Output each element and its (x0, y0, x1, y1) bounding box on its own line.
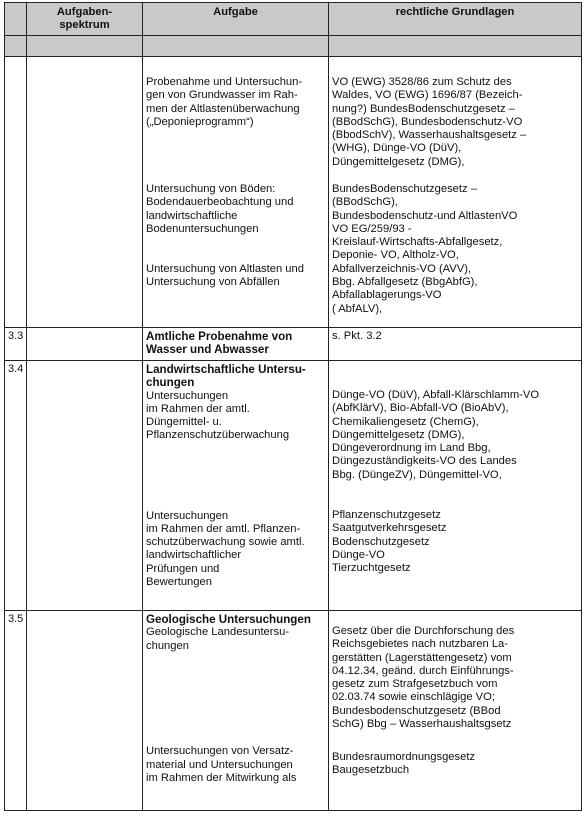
header-num (5, 3, 27, 36)
row-task: Probenahme und Untersuchun- gen von Grundwasser im Rah- men der Altlastenüberwachung („Deponieprogramm“) Untersuchung von Böden: Bodendauerbeobachtung und landwirtschaftliche Bodenuntersuchungen Untersuchung von Altlasten und Untersuchung von Abfällen (143, 57, 329, 328)
row-law: Gesetz über die Durchforschung des Reichsgebietes nach nutzbaren La- gerstätten (Lagerstättengesetz) vom 04.12.34, geänd. durch Einführungs- gesetz zum Strafgesetzbuch vom 02.03.74 sowie einschlägige VO; Bundesbodenschutzgesetz (BBod SchG) Bbg – Wasserhaushaltsgsetz Bundesraumordnungsgesetz Baugesetzbuch (329, 611, 582, 811)
row-law: Dünge-VO (DüV), Abfall-Klärschlamm-VO (AbfKlärV), Bio-Abfall-VO (BioAbV), Chemikaliengesetz (ChemG), Düngemittelgesetz (DMG), Düngeverordnung im Land Bbg, Düngezuständigkeits-VO des Landes Bbg. (DüngeZV), Düngemittel-VO, Pflanzenschutzgesetz Saatgutverkehrsgesetz Bodenschutzgesetz Dünge-VO Tierzuchtgesetz (329, 361, 582, 611)
row-task: Geologische Untersuchungen Geologische Landesuntersu- chungen Untersuchungen von Versatz- material und Untersuchungen im Rahmen der Mitwirkung als (143, 611, 329, 811)
row-task: Landwirtschaftliche Untersu- chungen Untersuchungen im Rahmen der amtl. Düngemittel- u. Pflanzenschutzüberwachung Untersuchungen im Rahmen der amtl. Pflanzen- schutzüberwachung sowie amtl. landwirtschaftlicher Prüfungen und Bewertungen (143, 361, 329, 611)
row-num: 3.3 (5, 328, 27, 361)
shaded-spacer-row (5, 36, 582, 57)
table-row-3-5 (5, 611, 582, 811)
row-spectrum (27, 328, 143, 361)
header-spectrum: Aufgaben- spektrum (27, 3, 143, 36)
row-law: VO (EWG) 3528/86 zum Schutz des Waldes, VO (EWG) 1696/87 (Bezeich- nung?) BundesBodenschutzgesetz – (BBodSchG), Bundesbodenschutz-VO (BbodSchV), Wasserhaushaltsgesetz – (WHG), Dünge-VO (DüV), Düngemittelgesetz (DMG), BundesBodenschutzgesetz – (BBodSchG), Bundesbodenschutz-und AltlastenVO VO EG/259/93 - Kreislauf-Wirtschafts-Abfallgesetz, Deponie- VO, Altholz-VO, Abfallverzeichnis-VO (AVV), Bbg. Abfallgesetz (BbgAbfG), Abfallablagerungs-VO ( AbfALV), (329, 57, 582, 328)
row-num (5, 57, 27, 328)
table-header-row (5, 3, 582, 36)
table-row-3-3 (5, 328, 582, 361)
row-spectrum (27, 361, 143, 611)
row-law: s. Pkt. 3.2 (329, 328, 582, 361)
row-task: Amtliche Probenahme von Wasser und Abwasser (143, 328, 329, 361)
header-task: Aufgabe (143, 3, 329, 36)
row-num: 3.4 (5, 361, 27, 611)
row-spectrum (27, 57, 143, 328)
legal-basis-table (4, 2, 582, 811)
table-row-continued (5, 57, 582, 328)
row-spectrum (27, 611, 143, 811)
header-law: rechtliche Grundlagen (329, 3, 582, 36)
table-row-3-4 (5, 361, 582, 611)
row-num: 3.5 (5, 611, 27, 811)
